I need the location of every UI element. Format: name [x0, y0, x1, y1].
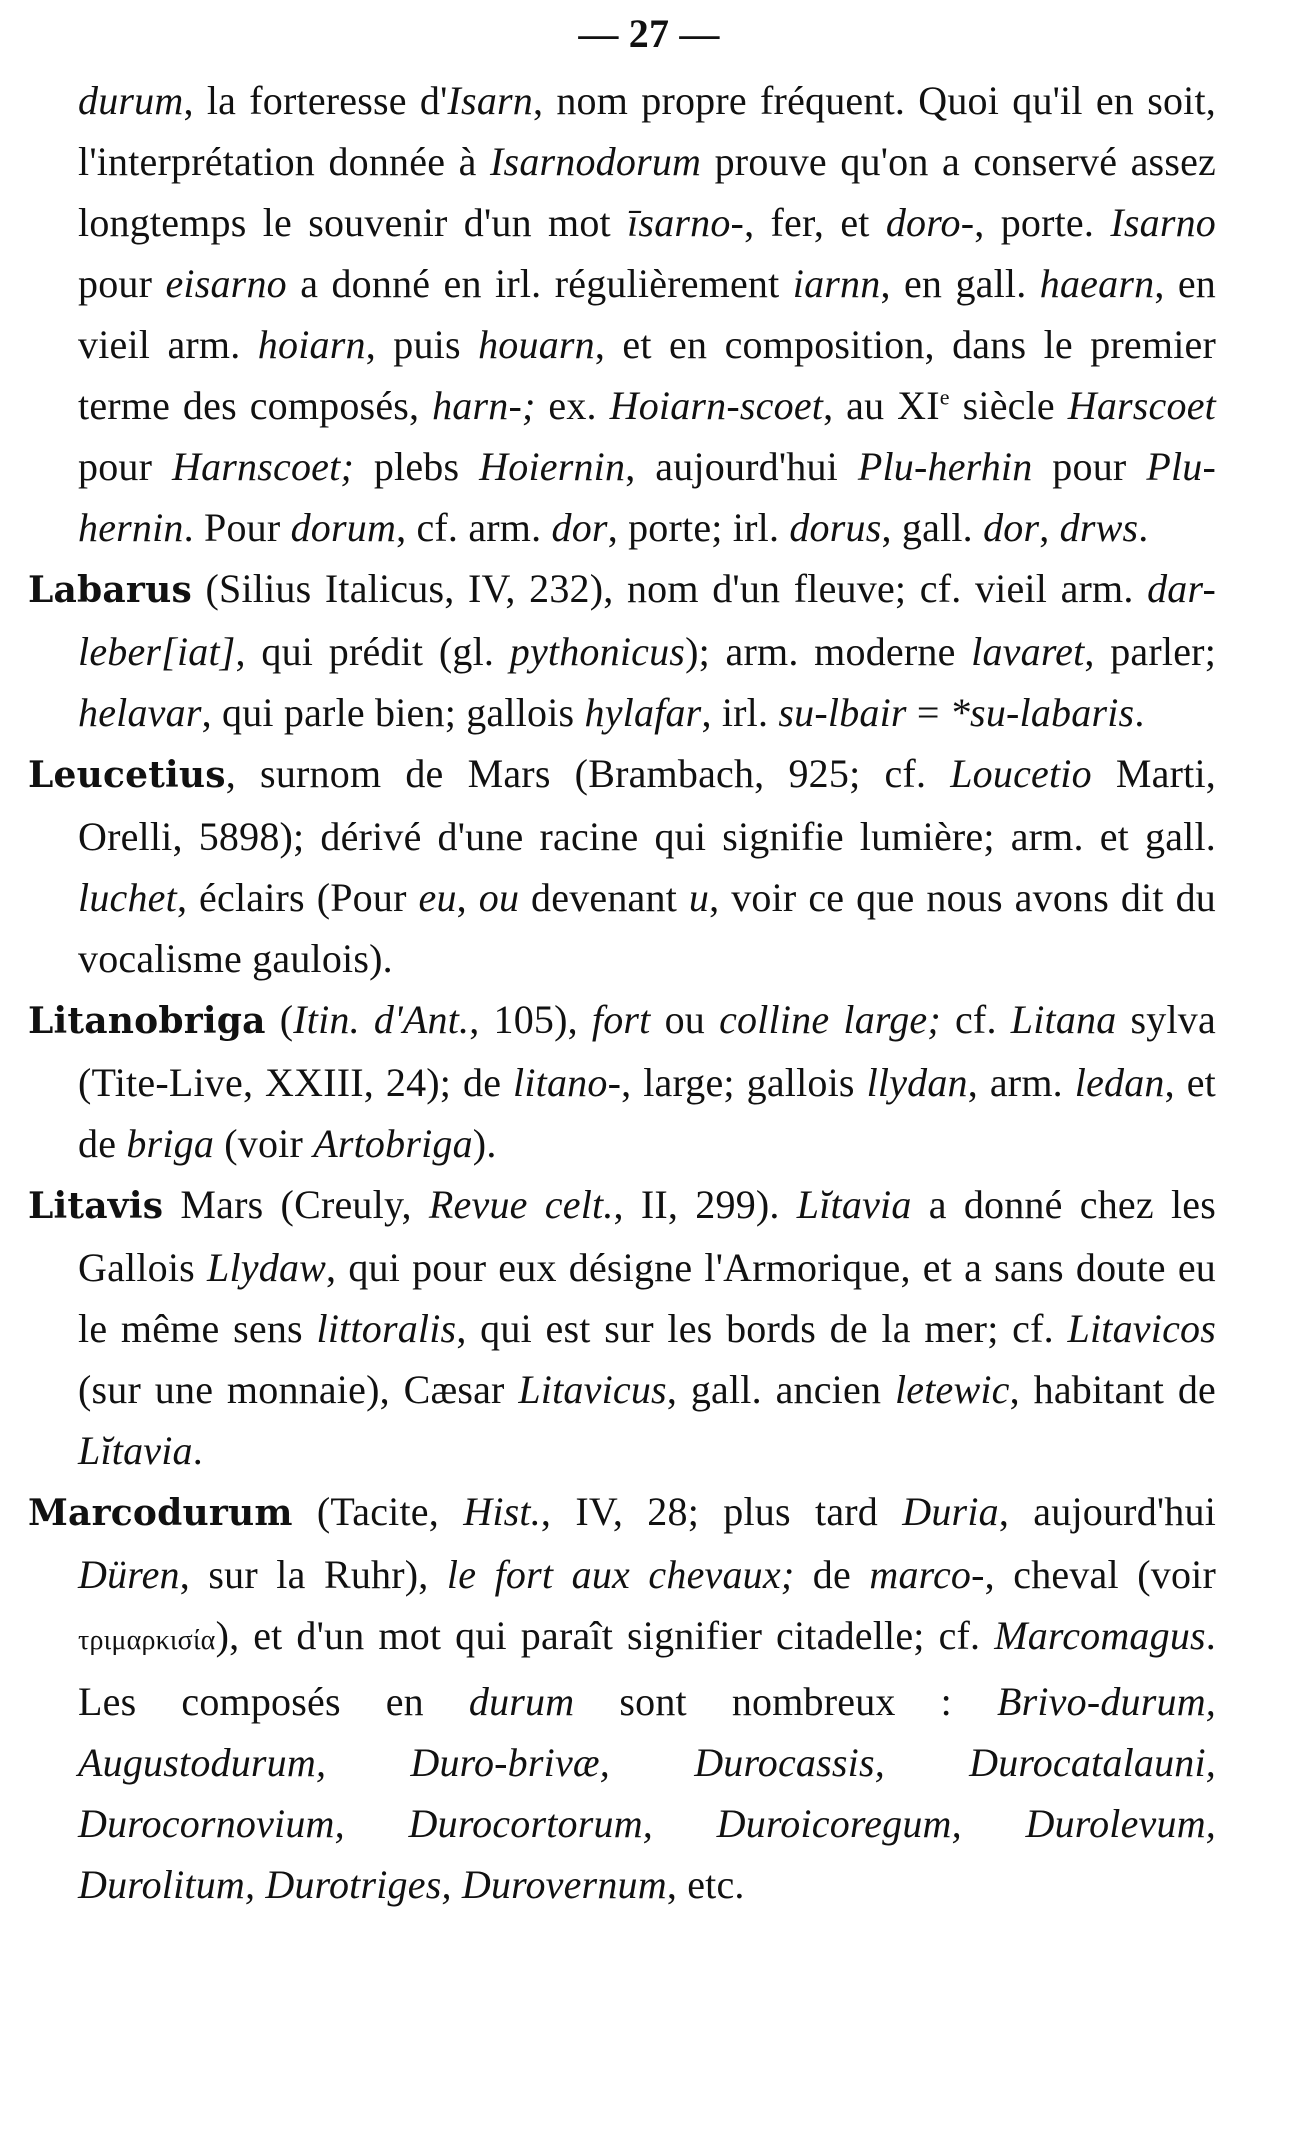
text-run: , surnom de Mars (Brambach, 925; cf.	[225, 751, 951, 796]
text-run: (sur une monnaie), Cæsar	[78, 1367, 519, 1412]
text-run: , fer, et	[744, 200, 886, 245]
term: Revue celt.	[428, 1182, 614, 1227]
term: Plu-herhin	[857, 444, 1033, 489]
term: litano-	[513, 1060, 622, 1105]
term: llydan	[866, 1060, 968, 1105]
text-run: Marti, Orelli, 5898); dérivé d'une racine qui signifie lumière; arm. et gall.	[78, 751, 1216, 859]
term: Plu-hernin	[78, 444, 1216, 550]
text-run: , arm.	[967, 1060, 1075, 1105]
term: colline large;	[719, 997, 941, 1042]
text-run: , II, 299).	[613, 1182, 797, 1227]
term: Hist.	[463, 1489, 541, 1534]
term: hoiarn	[257, 322, 366, 367]
term: briga	[126, 1121, 215, 1166]
term: durum	[468, 1679, 575, 1724]
entry-marcodurum	[0, 1481, 1216, 1915]
page-number: — 27 —	[578, 11, 720, 56]
text-run: , puis	[365, 322, 479, 367]
text-run: , IV, 28; plus tard	[540, 1489, 903, 1534]
text-run: ); arm. moderne	[685, 629, 972, 674]
entry-headword: Leucetius	[28, 754, 226, 796]
page-body	[0, 70, 1298, 1915]
term: luchet	[78, 875, 177, 920]
text-run: , cheval (voir	[984, 1552, 1217, 1597]
term: Litana	[1010, 997, 1117, 1042]
entry-headword: Litavis	[28, 1185, 164, 1227]
text-run: , qui prédit (gl.	[235, 629, 510, 674]
term: Litavicus	[518, 1367, 667, 1412]
text-run: sylva (Tite-Live, XXIII, 24); de	[78, 997, 1216, 1105]
term: harn-;	[432, 383, 536, 428]
text-run: , gall.	[881, 505, 984, 550]
term: ledan	[1074, 1060, 1165, 1105]
term: Artobriga	[313, 1121, 473, 1166]
text-run: .	[1134, 690, 1145, 735]
greek-word: τριμαρκισία	[78, 1625, 216, 1656]
entry-litanobriga	[0, 989, 1216, 1174]
term: Itin. d'Ant.	[293, 997, 470, 1042]
term: dorum	[290, 505, 397, 550]
text-run: ), et d'un mot qui paraît signifier citadelle; cf.	[215, 1613, 995, 1658]
text-run: , nom propre fréquent. Quoi qu'il en soit, l'interprétation donnée à	[78, 78, 1216, 184]
term: dorus	[789, 505, 882, 550]
text-run: , en gall.	[880, 261, 1040, 306]
text-run: sont nombreux :	[574, 1679, 997, 1724]
term: Isarn	[447, 78, 533, 123]
term: marco-	[869, 1552, 985, 1597]
term: *su-labaris	[949, 690, 1135, 735]
term: doro-	[885, 200, 975, 245]
entry-headword: Litanobriga	[28, 1000, 266, 1042]
text-run: , cf. arm.	[396, 505, 552, 550]
term: Lĭtavia	[78, 1428, 193, 1473]
text-run: ).	[472, 1121, 497, 1166]
text-run: , aujourd'hui	[998, 1489, 1217, 1534]
text-run: pour	[78, 261, 166, 306]
term: littoralis	[316, 1306, 457, 1351]
term: fort	[591, 997, 651, 1042]
term: Litavicos	[1067, 1306, 1216, 1351]
term: Düren	[78, 1552, 180, 1597]
text-run: , en vieil arm.	[78, 261, 1216, 367]
text-run: , qui pour eux désigne l'Armorique, et a sans doute eu le même sens	[78, 1245, 1216, 1351]
text-run: , aujourd'hui	[625, 444, 858, 489]
text-run: , porte; irl.	[607, 505, 790, 550]
text-run: pour	[1032, 444, 1147, 489]
text-run: (Silius Italicus, IV, 232), nom d'un fleuve; cf. vieil arm.	[191, 566, 1148, 611]
continuation-paragraph	[0, 70, 1216, 558]
text-run: =	[906, 690, 950, 735]
term: Isarno	[1110, 200, 1216, 245]
text-run: . Les composés en	[78, 1613, 1216, 1724]
term: dar-leber[iat]	[78, 566, 1216, 674]
text-run: .	[192, 1428, 203, 1473]
term: Harnscoet;	[172, 444, 354, 489]
text-run: (voir	[214, 1121, 314, 1166]
text-run: , qui parle bien; gallois	[201, 690, 585, 735]
text-run: , etc.	[666, 1862, 745, 1907]
term: eu	[418, 875, 457, 920]
term: su-lbair	[778, 690, 907, 735]
term: dor	[983, 505, 1040, 550]
text-run: plebs	[353, 444, 480, 489]
term: Isarnodorum	[490, 139, 702, 184]
text-run: , au XI	[823, 383, 940, 428]
text-run: , sur la Ruhr),	[179, 1552, 447, 1597]
text-run: , la forteresse d'	[183, 78, 448, 123]
term: letewic	[894, 1367, 1010, 1412]
term: Llydaw	[207, 1245, 327, 1290]
entry-labarus	[0, 558, 1216, 743]
term: dor	[551, 505, 608, 550]
term: Hoiarn-scoet	[609, 383, 824, 428]
term: u	[688, 875, 710, 920]
text-run: Mars (Creuly,	[163, 1182, 429, 1227]
term: eisarno	[165, 261, 287, 306]
entry-headword: Marcodurum	[28, 1492, 293, 1534]
text-run: siècle	[949, 383, 1068, 428]
text-run: de	[794, 1552, 870, 1597]
term: haearn	[1039, 261, 1155, 306]
text-run: ,	[456, 875, 479, 920]
text-run: , et de	[78, 1060, 1216, 1166]
entry-litavis	[0, 1174, 1216, 1481]
text-run: (	[265, 997, 294, 1042]
term: lavaret	[971, 629, 1085, 674]
term: ou	[478, 875, 520, 920]
compound-list: Brivo-durum, Augustodurum, Duro-brivæ, Durocassis, Durocatalauni, Durocornovium, Durocortorum, Duroicoregum, Durolevum, Durolitum, Durotriges, Durovernum	[78, 1679, 1216, 1907]
text-run: , éclairs (Pour	[176, 875, 419, 920]
text-run: , large; gallois	[621, 1060, 867, 1105]
text-run: a donné chez les Gallois	[78, 1182, 1217, 1290]
term: Marcomagus	[994, 1613, 1206, 1658]
term: houarn	[478, 322, 595, 367]
term: Hoiernin	[479, 444, 626, 489]
term: durum	[78, 78, 184, 123]
term: Harscoet	[1067, 383, 1216, 428]
text-run: , 105),	[469, 997, 592, 1042]
term: Duria	[902, 1489, 999, 1534]
text-run: cf.	[940, 997, 1011, 1042]
text-run: , irl.	[701, 690, 779, 735]
term: le fort aux chevaux;	[446, 1552, 795, 1597]
text-run: prouve qu'on a conservé assez longtemps le souvenir d'un mot	[78, 139, 1216, 245]
text-run: ex.	[535, 383, 610, 428]
text-run: ou	[650, 997, 720, 1042]
text-run: .	[1138, 505, 1149, 550]
text-run: pour	[78, 444, 172, 489]
entry-leucetius	[0, 743, 1216, 989]
text-run: ,	[1039, 505, 1060, 550]
text-run: , gall. ancien	[666, 1367, 895, 1412]
text-run: , porte.	[974, 200, 1111, 245]
text-run: a donné en irl. régulièrement	[286, 261, 793, 306]
term: pythonicus	[509, 629, 686, 674]
text-run: , qui est sur les bords de la mer; cf.	[456, 1306, 1068, 1351]
text-run: , et en composition, dans le premier terme des composés,	[78, 322, 1216, 428]
term: Lĭtavia	[796, 1182, 912, 1227]
term: iarnn	[792, 261, 881, 306]
entry-headword: Labarus	[28, 569, 192, 611]
text-run: (Tacite,	[292, 1489, 464, 1534]
text-run: , habitant de	[1009, 1367, 1217, 1412]
term: hylafar	[584, 690, 702, 735]
text-run: devenant	[519, 875, 689, 920]
term: Loucetio	[950, 751, 1092, 796]
term: helavar	[78, 690, 202, 735]
text-run: , parler;	[1084, 629, 1217, 674]
text-run: , voir ce que nous avons dit du vocalisme gaulois).	[78, 875, 1216, 981]
text-run: . Pour	[183, 505, 291, 550]
term: drws	[1059, 505, 1139, 550]
superscript: e	[939, 384, 950, 410]
term: īsarno-	[627, 200, 745, 245]
